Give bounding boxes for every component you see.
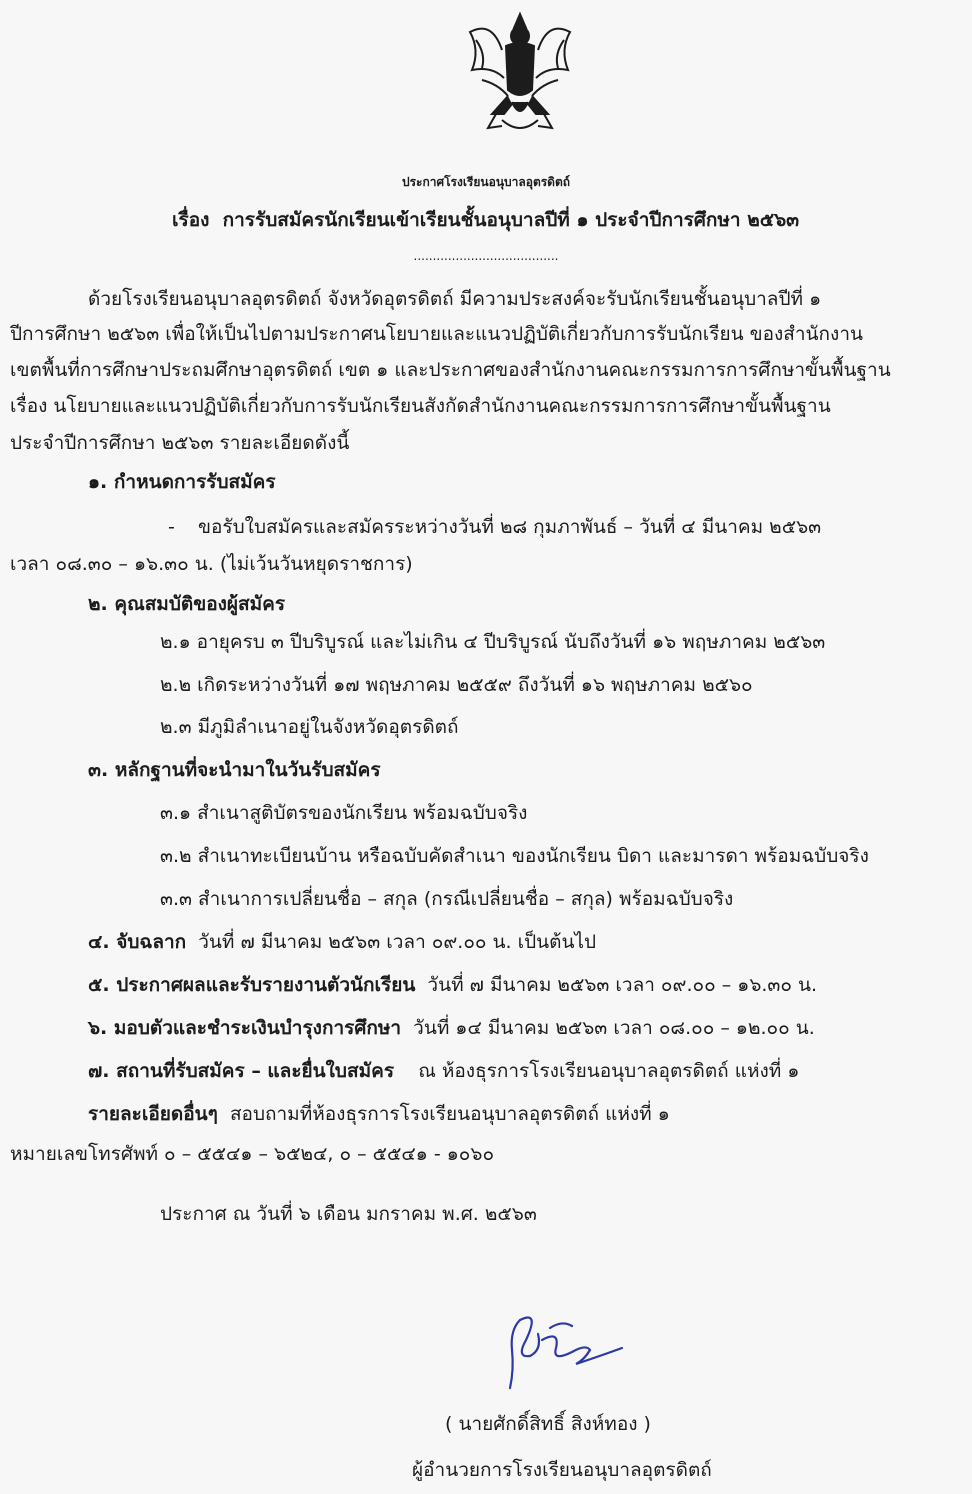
section-1-heading: ๑. กำหนดการรับสมัคร [88, 471, 276, 493]
section-1-dash: - [168, 516, 175, 538]
signature-mark [480, 1300, 640, 1395]
section-4-heading: ๔. จับฉลาก [88, 931, 187, 953]
subject-label: เรื่อง [172, 209, 210, 231]
title-separator: ...................................... [413, 249, 559, 263]
phone-number-line: หมายเลขโทรศัพท์ ๐ – ๕๕๔๑ – ๖๕๒๔, ๐ – ๕๕๔๑ - ๑๐๖๐ [10, 1143, 495, 1165]
section-5-heading: ๕. ประกาศผลและรับรายงานตัวนักเรียน [88, 974, 416, 996]
section-2-item-2: ๒.๒ เกิดระหว่างวันที่ ๑๗ พฤษภาคม ๒๕๕๙ ถึงวันที่ ๑๖ พฤษภาคม ๒๕๖๐ [160, 674, 753, 696]
section-6-text: วันที่ ๑๔ มีนาคม ๒๕๖๓ เวลา ๐๘.๐๐ – ๑๒.๐๐ น. [413, 1017, 815, 1039]
garuda-emblem-icon [462, 10, 578, 142]
intro-line-3: เขตพื้นที่การศึกษาประถมศึกษาอุตรดิตถ์ เขต ๑ และประกาศของสำนักงานคณะกรรมการการศึกษาขั้นพื้นฐาน [10, 359, 891, 381]
section-6 [88, 1016, 815, 1040]
section-7-heading: ๗. สถานที่รับสมัคร – และยื่นใบสมัคร [88, 1060, 395, 1082]
intro-line-2: ปีการศึกษา ๒๕๖๓ เพื่อให้เป็นไปตามประกาศนโยบายและแนวปฏิบัติเกี่ยวกับการรับนักเรียน ของสำนักงาน [10, 323, 863, 345]
intro-line-1: ด้วยโรงเรียนอนุบาลอุตรดิตถ์ จังหวัดอุตรดิตถ์ มีความประสงค์จะรับนักเรียนชั้นอนุบาลปีที่ ๑ [88, 288, 822, 310]
other-details [88, 1102, 670, 1126]
signer-name: ( นายศักดิ์สิทธิ์ สิงห์ทอง ) [445, 1413, 651, 1435]
section-4 [88, 930, 596, 954]
other-details-heading: รายละเอียดอื่นๆ [88, 1103, 218, 1125]
section-5-text: วันที่ ๗ มีนาคม ๒๕๖๓ เวลา ๐๙.๐๐ – ๑๖.๓๐ น. [427, 974, 818, 996]
section-1-line-1: ขอรับใบสมัครและสมัครระหว่างวันที่ ๒๘ กุมภาพันธ์ – วันที่ ๔ มีนาคม ๒๕๖๓ [198, 516, 822, 538]
section-7 [88, 1059, 799, 1083]
section-3-heading: ๓. หลักฐานที่จะนำมาในวันรับสมัคร [88, 759, 381, 781]
document-title: ประกาศโรงเรียนอนุบาลอุตรดิตถ์ [401, 175, 571, 189]
subject-line [172, 208, 799, 232]
section-3-item-2: ๓.๒ สำเนาทะเบียนบ้าน หรือฉบับคัดสำเนา ของนักเรียน บิดา และมารดา พร้อมฉบับจริง [160, 845, 869, 867]
subject-text: การรับสมัครนักเรียนเข้าเรียนชั้นอนุบาลปีที่ ๑ ประจำปีการศึกษา ๒๕๖๓ [222, 209, 800, 231]
section-1-line-2: เวลา ๐๘.๓๐ – ๑๖.๓๐ น. (ไม่เว้นวันหยุดราชการ) [10, 553, 413, 575]
section-3-item-1: ๓.๑ สำเนาสูติบัตรของนักเรียน พร้อมฉบับจริง [160, 802, 528, 824]
section-4-text: วันที่ ๗ มีนาคม ๒๕๖๓ เวลา ๐๙.๐๐ น. เป็นต้นไป [198, 931, 597, 953]
section-2-item-1: ๒.๑ อายุครบ ๓ ปีบริบูรณ์ และไม่เกิน ๔ ปีบริบูรณ์ นับถึงวันที่ ๑๖ พฤษภาคม ๒๕๖๓ [160, 631, 826, 653]
intro-line-5: ประจำปีการศึกษา ๒๕๖๓ รายละเอียดดังนี้ [10, 432, 350, 454]
signer-position: ผู้อำนวยการโรงเรียนอนุบาลอุตรดิตถ์ [412, 1459, 712, 1481]
announce-date: ประกาศ ณ วันที่ ๖ เดือน มกราคม พ.ศ. ๒๕๖๓ [160, 1203, 537, 1225]
section-2-heading: ๒. คุณสมบัติของผู้สมัคร [88, 593, 286, 615]
section-2-item-3: ๒.๓ มีภูมิลำเนาอยู่ในจังหวัดอุตรดิตถ์ [160, 716, 459, 738]
section-5 [88, 973, 817, 997]
intro-line-4: เรื่อง นโยบายและแนวปฏิบัติเกี่ยวกับการรับนักเรียนสังกัดสำนักงานคณะกรรมการการศึกษาขั้นพื้นฐาน [10, 395, 831, 417]
section-3-item-3: ๓.๓ สำเนาการเปลี่ยนชื่อ – สกุล (กรณีเปลี่ยนชื่อ – สกุล) พร้อมฉบับจริง [160, 888, 734, 910]
section-6-heading: ๖. มอบตัวและชำระเงินบำรุงการศึกษา [88, 1017, 402, 1039]
section-7-text: ณ ห้องธุรการโรงเรียนอนุบาลอุตรดิตถ์ แห่งที่ ๑ [418, 1060, 800, 1082]
other-details-text: สอบถามที่ห้องธุรการโรงเรียนอนุบาลอุตรดิตถ์ แห่งที่ ๑ [229, 1103, 670, 1125]
